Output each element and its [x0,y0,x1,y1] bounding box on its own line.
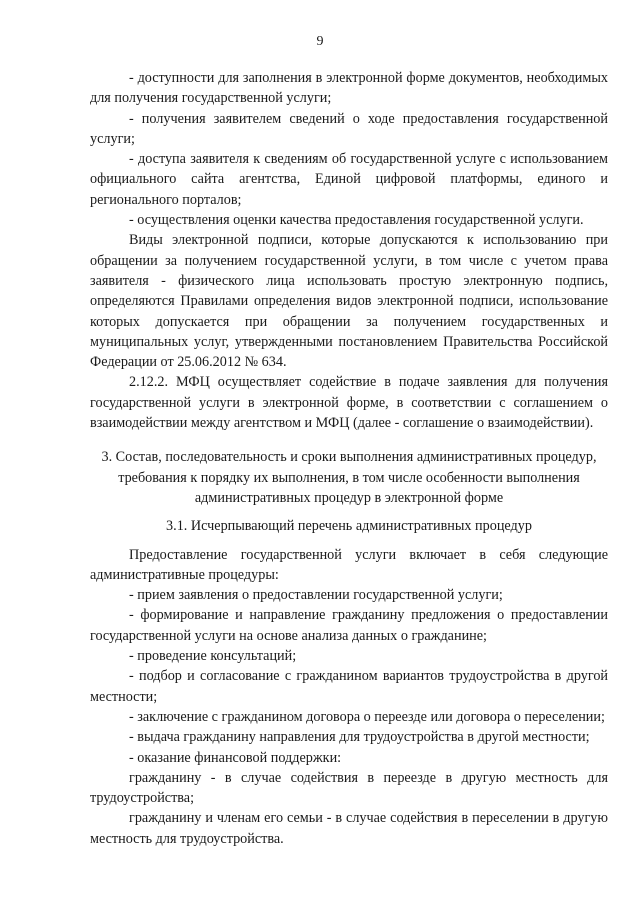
list-item: - подбор и согласование с гражданином вариантов трудоустройства в другой местности; [90,668,608,705]
list-item: - оказание финансовой поддержки: [129,749,342,766]
list-item: - прием заявления о предоставлении государственной услуги; [129,587,503,604]
document-body [90,68,608,849]
page-number: 9 [316,34,324,49]
paragraph: 2.12.2. МФЦ осуществляет содействие в подаче заявления для получения государственной услуги в электронной форме, в соответствии с соглашением о взаимодействии между агентством и МФЦ (далее - соглашение о взаимодействии). [90,374,608,432]
paragraph: Виды электронной подписи, которые допускаются к использованию при обращении за получением государственной услуги, в том числе с учетом права заявителя - физического лица использовать простую электронную подпись, определяются Правилами определения видов электронной подписи, использование которых допускается при обращении за получением государственных и муниципальных услуг, утвержденными постановлением Правительства Российской Федерации от 25.06.2012 № 634. [90,232,608,371]
list-item: - заключение с гражданином договора о переезде или договора о переселении; [129,708,605,725]
paragraph: - осуществления оценки качества предоставления государственной услуги. [129,212,584,229]
paragraph: - доступа заявителя к сведениям об государственной услуге с использованием официального сайта агентства, Единой цифровой платформы, единого и регионального порталов; [90,151,608,208]
paragraph: - доступности для заполнения в электронной форме документов, необходимых для получения государственной услуги; [90,70,608,107]
spacer [90,433,608,447]
paragraph: гражданину - в случае содействия в переезде в другую местность для трудоустройства; [90,769,608,807]
paragraph: гражданину и членам его семьи - в случае содействия в переселении в другую местность для трудоустройства. [90,810,608,847]
spacer [90,537,608,545]
paragraph: Предоставление государственной услуги включает в себя следующие административные процедуры: [90,546,608,583]
list-item: - выдача гражданину направления для трудоустройства в другой местности; [129,729,590,746]
list-item: - формирование и направление гражданину предложения о предоставлении государственной услуги на основе анализа данных о гражданине; [90,607,608,644]
spacer [90,508,608,516]
list-item: - проведение консультаций; [129,648,297,665]
section-heading: 3. Состав, последовательность и сроки выполнения административных процедур, требования к порядку их выполнения, в том числе особенности выполнения административных процедур в электронной форме [101,449,597,506]
paragraph: - получения заявителем сведений о ходе предоставления государственной услуги; [90,110,608,147]
subsection-heading: 3.1. Исчерпывающий перечень административных процедур [166,518,532,535]
